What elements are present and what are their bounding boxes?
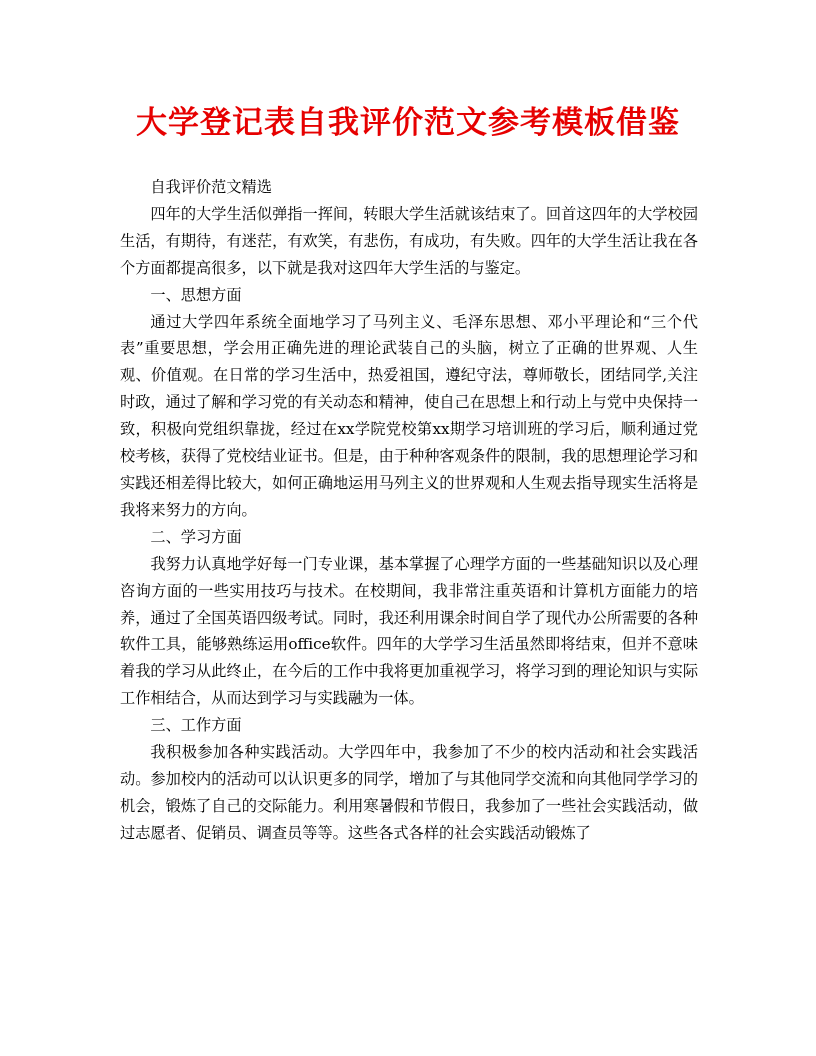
section-heading-work: 三、工作方面 — [150, 716, 242, 735]
document-subtitle: 自我评价范文精选 — [150, 178, 272, 196]
section-heading-thought: 一、思想方面 — [150, 285, 242, 304]
document-body — [120, 174, 698, 847]
paragraph-intro: 四年的大学生活似弹指一挥间，转眼大学生活就该结束了。回首这四年的大学校园生活，有期待，有迷茫，有欢笑，有悲伤，有成功，有失败。四年的大学生活让我在各个方面都提高很多，以下就是我对这四年大学生活的与鉴定。 — [120, 204, 698, 277]
paragraph-thought: 通过大学四年系统全面地学习了马列主义、毛泽东思想、邓小平理论和“三个代表”重要思想，学会用正确先进的理论武装自己的头脑，树立了正确的世界观、人生观、价值观。在日常的学习生活中，热爱祖国，遵纪守法，尊师敬长，团结同学,关注时政，通过了解和学习党的有关动态和精神，使自己在思想上和行动上与党中央保持一致，积极向党组织靠拢，经过在xx学院党校第xx期学习培训班的学习后，顺利通过党校考核，获得了党校结业证书。但是，由于种种客观条件的限制，我的思想理论学习和实践还相差得比较大，如何正确地运用马列主义的世界观和人生观去指导现实生活将是我将来努力的方向。 — [120, 312, 698, 519]
section-heading-study: 二、学习方面 — [150, 527, 242, 546]
paragraph-study: 我努力认真地学好每一门专业课，基本掌握了心理学方面的一些基础知识以及心理咨询方面的一些实用技巧与技术。在校期间，我非常注重英语和计算机方面能力的培养，通过了全国英语四级考试。同时，我还利用课余时间自学了现代办公所需要的各种软件工具，能够熟练运用office软件。四年的大学学习生活虽然即将结束，但并不意味着我的学习从此终止，在今后的工作中我将更加重视学习，将学习到的理论知识与实际工作相结合，从而达到学习与实践融为一体。 — [120, 554, 698, 708]
paragraph-work: 我积极参加各种实践活动。大学四年中，我参加了不少的校内活动和社会实践活动。参加校内的活动可以认识更多的同学，增加了与其他同学交流和向其他同学学习的机会，锻炼了自己的交际能力。利用寒暑假和节假日，我参加了一些社会实践活动，做过志愿者、促销员、调查员等等。这些各式各样的社会实践活动锻炼了 — [120, 743, 698, 842]
document-title: 大学登记表自我评价范文参考模板借鉴 — [136, 105, 680, 141]
